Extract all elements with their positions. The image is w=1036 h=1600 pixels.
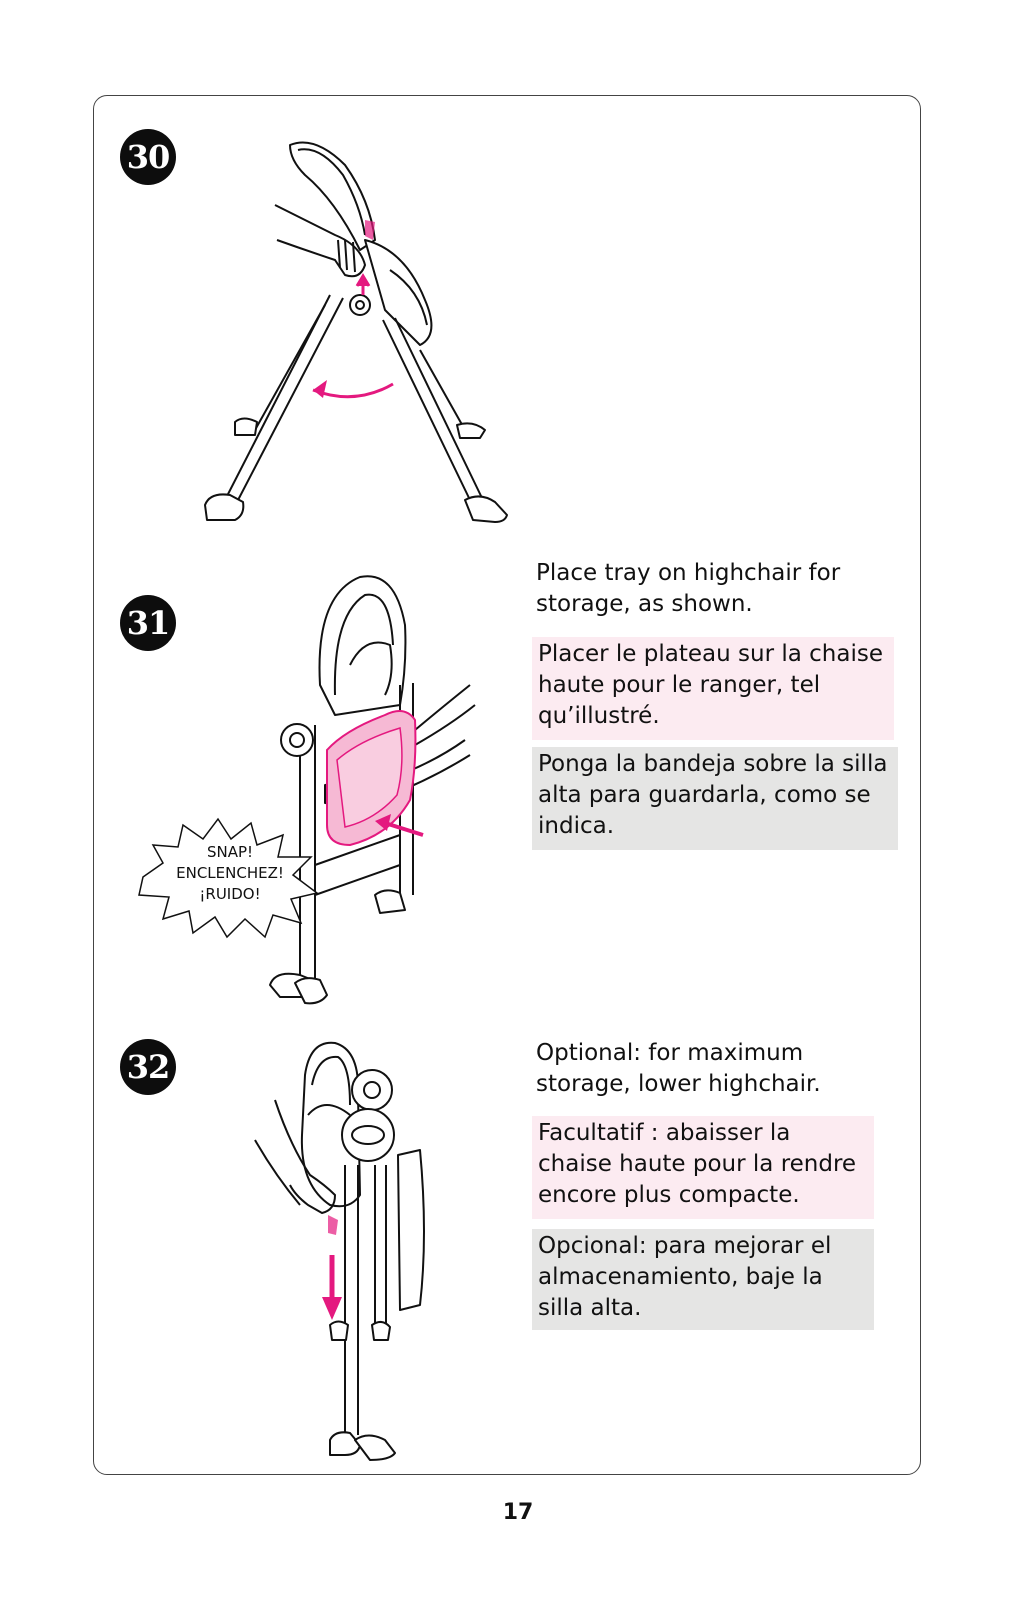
step-32-text-en: Optional: for maximum storage, lower highchair. xyxy=(536,1040,821,1097)
step-number-badge: 32 xyxy=(120,1039,176,1095)
snap-sound-label xyxy=(150,842,310,905)
highchair-fold-illustration xyxy=(195,130,525,530)
step-number-badge: 31 xyxy=(120,595,176,651)
step-31-text-es: Ponga la bandeja sobre la silla alta para guardarla, como se indica. xyxy=(532,747,898,850)
page-number: 17 xyxy=(502,1500,534,1525)
step-31-text-en: Place tray on highchair for storage, as shown. xyxy=(536,560,841,617)
step-number-badge: 30 xyxy=(120,129,176,185)
snap-text-es: ¡RUIDO! xyxy=(199,885,261,903)
step-32-text-es: Opcional: para mejorar el almacenamiento, baje la silla alta. xyxy=(532,1229,874,1330)
tray-storage-illustration xyxy=(265,565,480,1010)
lower-highchair-illustration xyxy=(250,1035,440,1475)
snap-text-fr: ENCLENCHEZ! xyxy=(176,864,284,882)
step-31-text-fr: Placer le plateau sur la chaise haute pour le ranger, tel qu’illustré. xyxy=(532,637,894,740)
step-32-text-fr: Facultatif : abaisser la chaise haute pour la rendre encore plus compacte. xyxy=(532,1116,874,1219)
snap-text-en: SNAP! xyxy=(206,843,254,861)
